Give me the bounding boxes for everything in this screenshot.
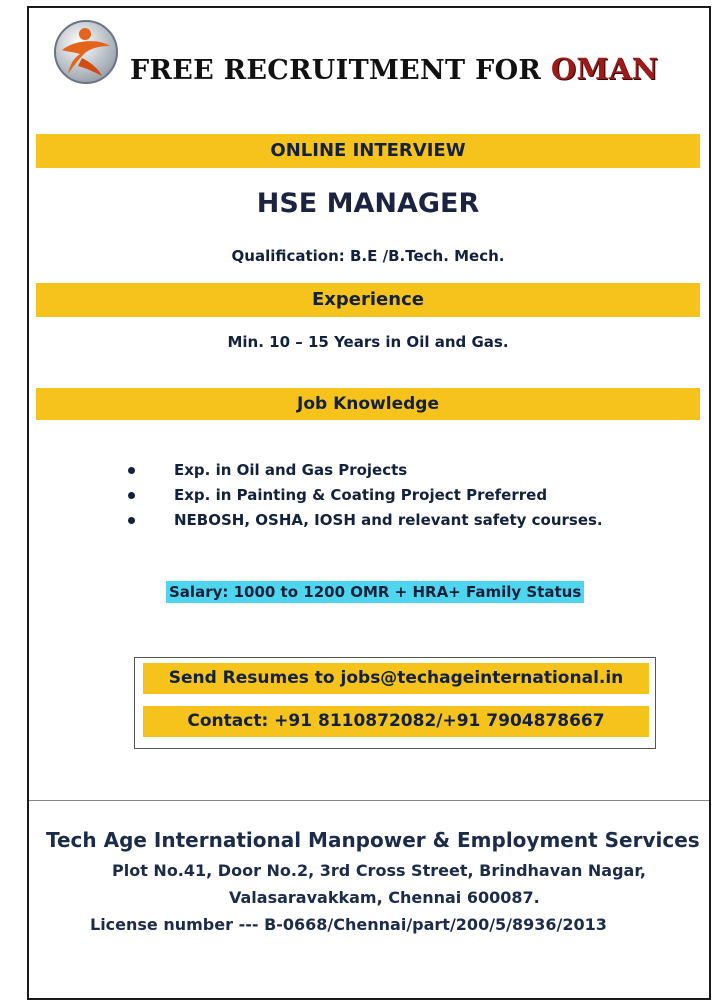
- address-line-1: Plot No.41, Door No.2, 3rd Cross Street, Brindhavan Nagar,: [112, 861, 646, 880]
- title-prefix: FREE RECRUITMENT FOR: [130, 55, 542, 86]
- page-title: [130, 52, 690, 92]
- title-country: OMAN: [550, 52, 659, 86]
- experience-text: Min. 10 – 15 Years in Oil and Gas.: [227, 333, 509, 351]
- license-number: License number --- B-0668/Chennai/part/200/5/8936/2013: [90, 915, 607, 934]
- salary-highlight: Salary: 1000 to 1200 OMR + HRA+ Family Status: [166, 581, 584, 603]
- contact-phone-line[interactable]: Contact: +91 8110872082/+91 7904878667: [143, 706, 649, 737]
- techage-logo-icon: [52, 18, 120, 86]
- bullet-icon: [128, 517, 135, 524]
- job-role: HSE MANAGER: [256, 188, 480, 219]
- list-item-text: Exp. in Painting & Coating Project Preferred: [174, 486, 548, 504]
- list-item-text: Exp. in Oil and Gas Projects: [174, 461, 408, 479]
- list-item: [126, 508, 646, 533]
- bullet-icon: [128, 492, 135, 499]
- resume-email-line[interactable]: Send Resumes to jobs@techageinternational.in: [143, 663, 649, 694]
- qualification-text: Qualification: B.E /B.Tech. Mech.: [231, 247, 505, 265]
- job-knowledge-heading: Job Knowledge: [36, 388, 700, 420]
- list-item: [126, 483, 646, 508]
- list-item-text: NEBOSH, OSHA, IOSH and relevant safety courses.: [174, 511, 603, 529]
- bullet-icon: [128, 467, 135, 474]
- experience-heading: Experience: [36, 283, 700, 317]
- footer-divider: [29, 800, 709, 801]
- interview-band: ONLINE INTERVIEW: [36, 134, 700, 168]
- knowledge-list: [126, 458, 646, 533]
- address-line-2: Valasaravakkam, Chennai 600087.: [229, 888, 540, 907]
- list-item: [126, 458, 646, 483]
- company-name: Tech Age International Manpower & Employment Services: [46, 828, 700, 852]
